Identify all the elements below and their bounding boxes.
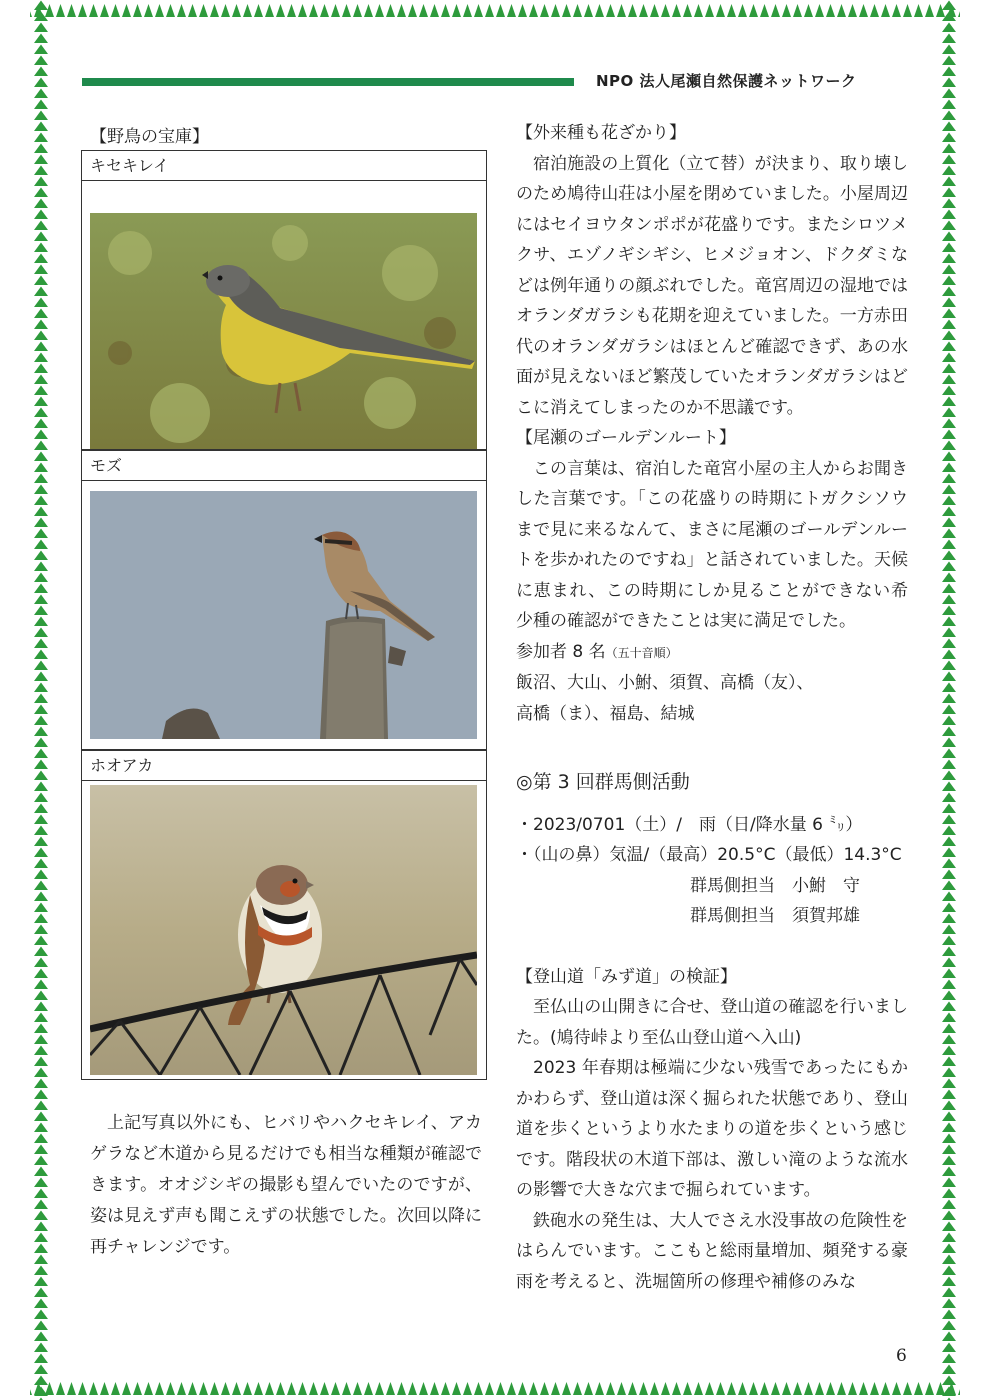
right-column <box>516 118 908 1297</box>
header-org-name: NPO 法人尾瀬自然保護ネットワーク <box>596 72 857 90</box>
bird-photo-row <box>82 481 486 750</box>
page-border-right <box>938 0 960 1400</box>
bird-photo-table <box>81 150 487 1080</box>
page-border-bottom <box>0 1378 990 1400</box>
page-border-left <box>30 0 52 1400</box>
bird-photo-row <box>82 181 486 450</box>
bird-photo-shrike <box>90 491 477 739</box>
activity-weather: ・2023/0701（土）/ 雨（日/降水量 6 ㍉） <box>516 814 863 835</box>
activity-staff-2: 群馬側担当 須賀邦雄 <box>690 906 860 926</box>
participants-line-1: 飯沼、大山、小鮒、須賀、高橋（友）、 <box>516 673 814 693</box>
wild-birds-text: 上記写真以外にも、ヒバリやハクセキレイ、アカゲラなど木道から見るだけでも相当な種類が確認できます。オオジシギの撮影も望んでいたのですが、姿は見えず声も聞こえずの状態でした。次回以降に再チャレンジです。 <box>90 1113 482 1257</box>
trail-paragraph-2: 2023 年春期は極端に少ない残雪であったにもかかわらず、登山道は深く掘られた状態であり、登山道を歩くというより水たまりの道を歩くという感じです。階段状の木道下部は、激しい滝のような流水の影響で大きな穴まで掘られています。 <box>516 1058 908 1200</box>
participants-label: 参加者 8 名 <box>516 641 606 662</box>
activity-temperature: ・（山の鼻）気温/（最高）20.5°C（最低）14.3°C <box>516 845 902 865</box>
bird-photo-grey-wagtail <box>90 213 477 449</box>
section-heading-trail: 【登山道「みず道」の検証】 <box>516 966 737 987</box>
invasive-paragraph: 宿泊施設の上質化（立て替）が決まり、取り壊しのため鳩待山荘は小屋を閉めていました。小屋周辺にはセイヨウタンポポが花盛りです。またシロツメクサ、エゾノギシギシ、ヒメジョオン、ドクダミなどは例年通りの顔ぶれでした。竜宮周辺の湿地ではオランダガラシも花期を迎えていました。一方赤田代のオランダガラシはほとんど確認できず、あの水面が見えないほど繁茂していたオランダガラシはどこに消えてしまったのか不思議です。 <box>516 153 908 418</box>
activity-staff-1: 群馬側担当 小鮒 守 <box>690 875 860 896</box>
trail-paragraph-3: 鉄砲水の発生は、大人でさえ水没事故の危険性をはらんでいます。ここもと総雨量増加、頻発する豪雨を考えると、洗堀箇所の修理や補修のみな <box>516 1210 908 1292</box>
bird-photo-chestnut-eared-bunting <box>90 785 477 1075</box>
activity-title: ◎第 3 回群馬側活動 <box>516 771 690 793</box>
participants-header <box>516 637 908 669</box>
bird-label: キセキレイ <box>82 151 486 181</box>
trail-paragraph-1: 至仏山の山開きに合せ、登山道の確認を行いました。(鳩待峠より至仏山登山道へ入山) <box>516 997 908 1048</box>
section-heading-golden-route: 【尾瀬のゴールデンルート】 <box>516 428 736 448</box>
section-heading-invasive: 【外来種も花ざかり】 <box>516 123 686 143</box>
page-number: 6 <box>896 1346 907 1366</box>
bird-label: モズ <box>82 450 486 481</box>
bird-photo-row <box>82 781 486 1079</box>
header-accent-bar <box>82 78 574 86</box>
section-heading-wild-birds: 【野鳥の宝庫】 <box>90 127 209 147</box>
wild-birds-paragraph <box>90 1108 482 1263</box>
bird-label: ホオアカ <box>82 750 486 781</box>
participants-line-2: 高橋（ま）、福島、結城 <box>516 703 695 724</box>
page-border-top <box>0 0 990 22</box>
golden-route-paragraph: この言葉は、宿泊した竜宮小屋の主人からお聞きした言葉です。「この花盛りの時期にトガクシソウまで見に来るなんて、まさに尾瀬のゴールデンルートを歩かれたのですね」と話されていました。天候に恵まれ、この時期にしか見ることができない希少種の確認ができたことは実に満足でした。 <box>516 458 908 631</box>
participants-note: （五十音順） <box>605 645 678 660</box>
